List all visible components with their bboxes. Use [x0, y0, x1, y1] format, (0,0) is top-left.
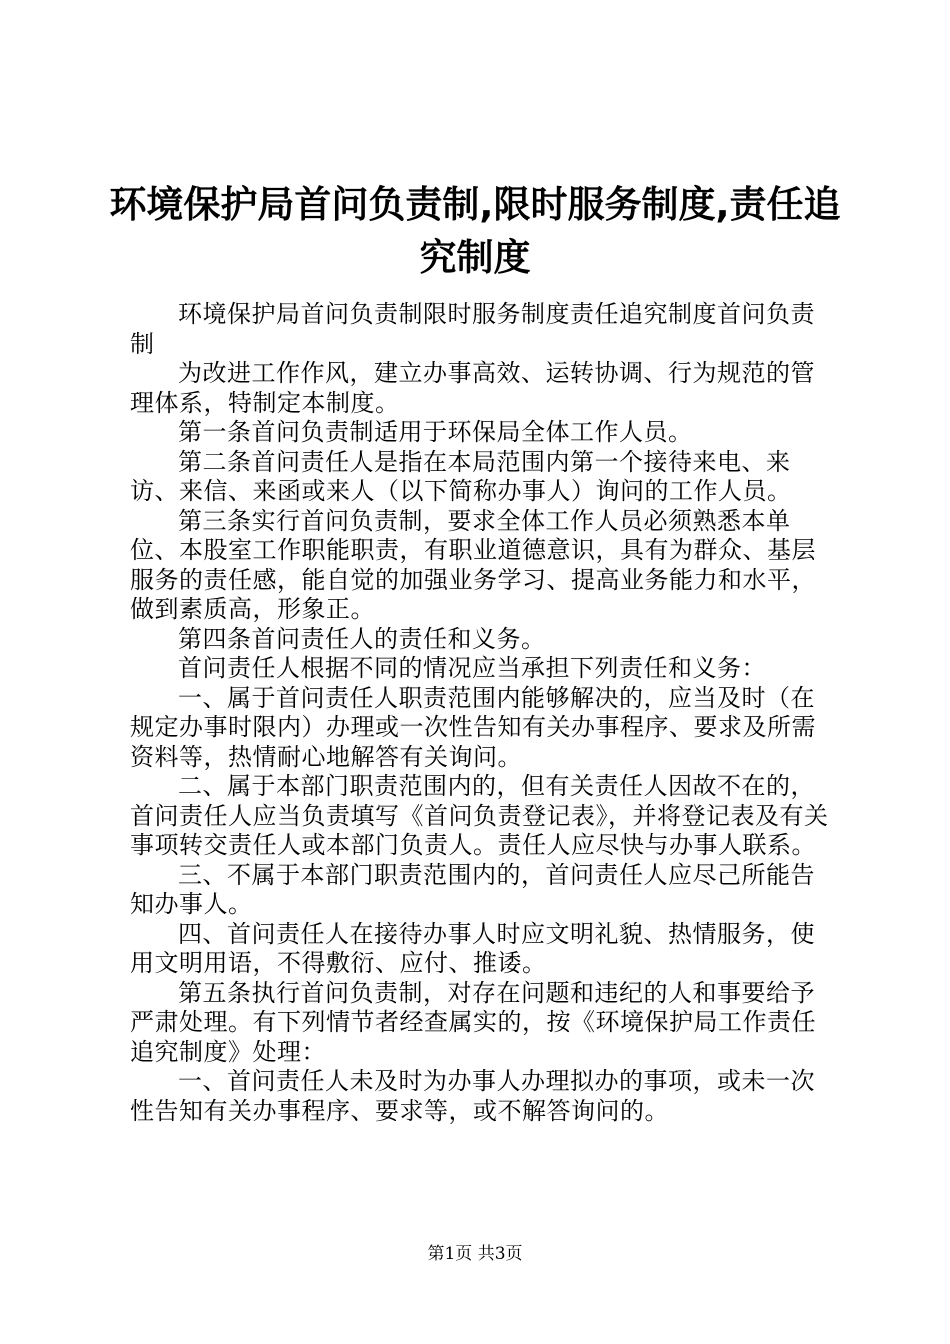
- paragraph: 环境保护局首问负责制限时服务制度责任追究制度首问负责制: [130, 300, 815, 358]
- paragraph: 为改进工作作风，建立办事高效、运转协调、行为规范的管理体系，特制定本制度。: [130, 359, 815, 417]
- paragraph: 一、属于首问责任人职责范围内能够解决的，应当及时（在规定办事时限内）办理或一次性告知有关办事程序、要求及所需资料等，热情耐心地解答有关询问。: [130, 683, 816, 771]
- paragraph: 四、首问责任人在接待办事人时应文明礼貌、热情服务，使用文明用语，不得敷衍、应付、推诿。: [130, 919, 815, 977]
- paragraph: 第五条执行首问负责制，对存在问题和违纪的人和事要给予严肃处理。有下列情节者经查属实的，按《环境保护局工作责任追究制度》处理：: [130, 978, 816, 1066]
- paragraph: 三、不属于本部门职责范围内的，首问责任人应尽己所能告知办事人。: [130, 860, 815, 918]
- page-number-footer: 第1页 共3页: [427, 1244, 523, 1264]
- paragraph: 第三条实行首问负责制，要求全体工作人员必须熟悉本单位、本股室工作职能职责，有职业道德意识，具有为群众、基层服务的责任感，能自觉的加强业务学习、提高业务能力和水平，做到素质高，形象正。: [130, 506, 816, 623]
- paragraph: 第四条首问责任人的责任和义务。: [178, 624, 546, 653]
- paragraph: 一、首问责任人未及时为办事人办理拟办的事项，或未一次性告知有关办事程序、要求等，或不解答询问的。: [130, 1067, 815, 1125]
- document-title: 环境保护局首问负责制,限时服务制度,责任追究制度: [109, 183, 841, 279]
- paragraph: 第一条首问负责制适用于环保局全体工作人员。: [178, 418, 693, 446]
- paragraph: 二、属于本部门职责范围内的，但有关责任人因故不在的，首问责任人应当负责填写《首问负责登记表》，并将登记表及有关事项转交责任人或本部门负责人。责任人应尽快与办事人联系。: [130, 772, 829, 859]
- document-body: [130, 300, 830, 1126]
- paragraph: 第二条首问责任人是指在本局范围内第一个接待来电、来访、来信、来函或来人（以下简称办事人）询问的工作人员。: [130, 447, 792, 505]
- paragraph: 首问责任人根据不同的情况应当承担下列责任和义务：: [178, 654, 766, 682]
